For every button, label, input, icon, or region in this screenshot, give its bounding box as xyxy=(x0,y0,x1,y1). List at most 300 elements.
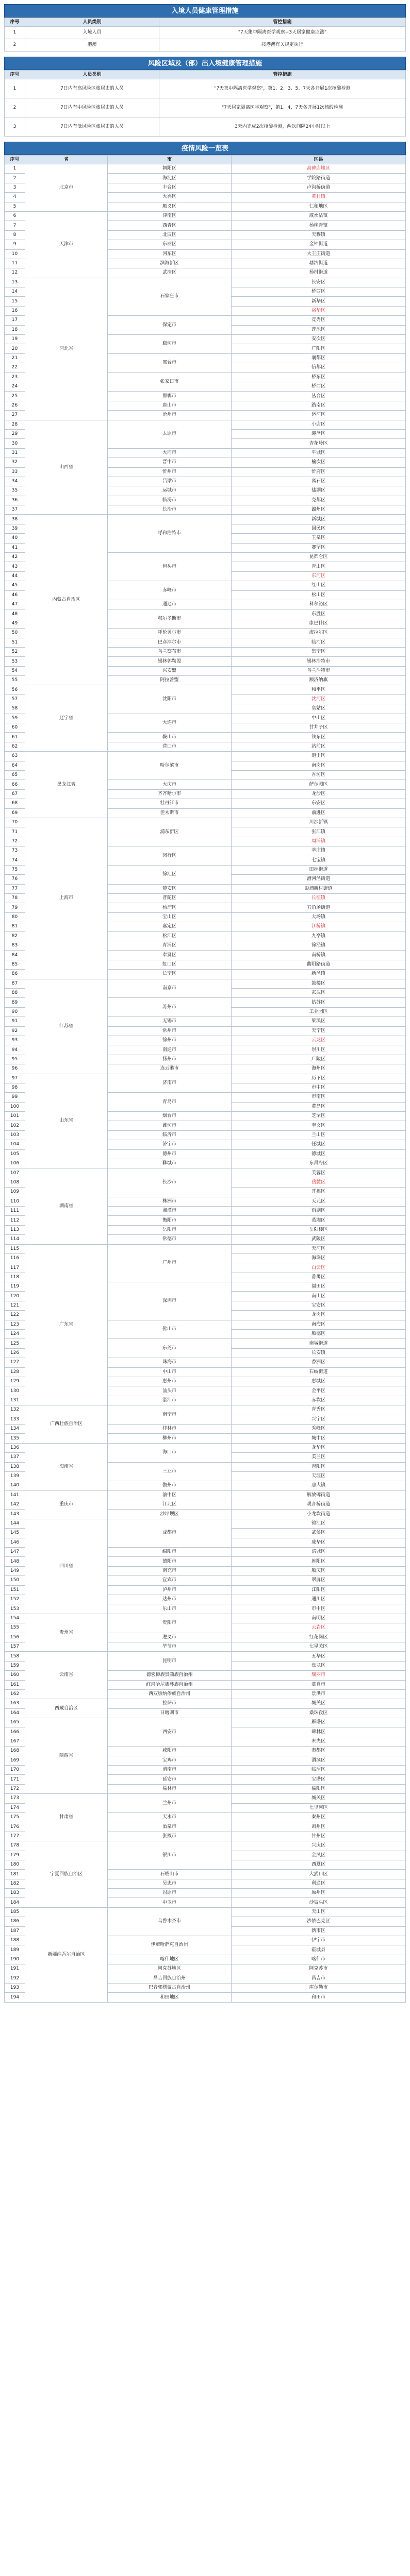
cell-index: 186 xyxy=(5,1917,25,1926)
cell-index: 96 xyxy=(5,1064,25,1074)
cell-index: 127 xyxy=(5,1358,25,1367)
cell-index: 59 xyxy=(5,714,25,723)
cell-city: 忻州市 xyxy=(108,467,232,477)
cell-index: 153 xyxy=(5,1604,25,1614)
cell-index: 3 xyxy=(5,183,25,192)
cell-province: 新疆维吾尔自治区 xyxy=(25,1907,108,2002)
cell-city: 奉贤区 xyxy=(108,951,232,960)
cell-category: 7日内有低风险区旅居史的人员 xyxy=(25,117,159,137)
cell-city: 乌鲁木齐市 xyxy=(108,1907,232,1936)
cell-district: 长征镇 xyxy=(232,894,406,903)
cell-index: 12 xyxy=(5,268,25,278)
cell-index: 62 xyxy=(5,742,25,751)
cell-index: 64 xyxy=(5,761,25,770)
cell-city: 东丽区 xyxy=(108,240,232,249)
cell-index: 21 xyxy=(5,353,25,363)
table-row xyxy=(5,79,406,98)
cell-province: 广西壮族自治区 xyxy=(25,1405,108,1444)
cell-city: 唐山市 xyxy=(108,401,232,410)
cell-city: 苏州市 xyxy=(108,998,232,1017)
cell-index: 102 xyxy=(5,1121,25,1130)
cell-district: 广陵区 xyxy=(232,1055,406,1064)
cell-district: 甘井子区 xyxy=(232,723,406,733)
section1-table xyxy=(4,18,406,52)
cell-index: 47 xyxy=(5,600,25,609)
cell-index: 20 xyxy=(5,344,25,353)
cell-index: 144 xyxy=(5,1519,25,1528)
cell-index: 14 xyxy=(5,287,25,297)
cell-city: 巴彦淖尔市 xyxy=(108,638,232,647)
cell-city: 大同市 xyxy=(108,448,232,457)
cell-index: 108 xyxy=(5,1178,25,1187)
cell-city: 常州市 xyxy=(108,1026,232,1036)
cell-district: 东胜区 xyxy=(232,609,406,619)
cell-city: 阿克苏地区 xyxy=(108,1964,232,1974)
cell-district: 顺德区 xyxy=(232,1330,406,1339)
cell-index: 51 xyxy=(5,638,25,647)
cell-district: 大王庄街道 xyxy=(232,249,406,259)
cell-index: 32 xyxy=(5,458,25,467)
cell-district: 芝罘区 xyxy=(232,1112,406,1121)
cell-district: 仁和地区 xyxy=(232,202,406,211)
cell-district: 龙华区 xyxy=(232,1443,406,1452)
cell-city: 榆林市 xyxy=(108,1784,232,1793)
cell-city: 通辽市 xyxy=(108,600,232,609)
cell-district: 新华区 xyxy=(232,297,406,306)
cell-district: 大场镇 xyxy=(232,912,406,922)
cell-district: 忻府区 xyxy=(232,467,406,477)
cell-index: 156 xyxy=(5,1633,25,1642)
risk-area-table xyxy=(4,155,406,2003)
cell-index: 139 xyxy=(5,1471,25,1481)
section3-header-row xyxy=(5,156,406,164)
cell-district: 南山区 xyxy=(232,1292,406,1301)
cell-index: 39 xyxy=(5,524,25,533)
cell-district: 景洪市 xyxy=(232,1689,406,1699)
cell-city: 佳木斯市 xyxy=(108,808,232,818)
cell-city: 宝鸡市 xyxy=(108,1756,232,1765)
cell-district: 吉阳区 xyxy=(232,1462,406,1471)
table-row xyxy=(5,1168,406,1178)
cell-city: 临汾市 xyxy=(108,496,232,505)
cell-index: 38 xyxy=(5,515,25,524)
cell-district: 莲池区 xyxy=(232,325,406,334)
cell-category: 7日内有中风险区旅居史的人员 xyxy=(25,98,159,117)
cell-district: 白云区 xyxy=(232,1263,406,1273)
cell-province: 山西省 xyxy=(25,420,108,515)
cell-district: 原州区 xyxy=(232,1889,406,1898)
cell-city: 大连市 xyxy=(108,714,232,733)
cell-district: 皇姑区 xyxy=(232,704,406,714)
cell-province: 四川省 xyxy=(25,1519,108,1614)
table-row xyxy=(5,1718,406,1727)
cell-district: 桥西区 xyxy=(232,382,406,391)
cell-city: 大庆市 xyxy=(108,780,232,789)
cell-district: 田林街道 xyxy=(232,865,406,874)
cell-district: 天元区 xyxy=(232,1197,406,1206)
cell-city: 浦东新区 xyxy=(108,818,232,846)
cell-district: 周浦镇 xyxy=(232,837,406,846)
cell-district: 宝安区 xyxy=(232,1301,406,1310)
cell-city: 汕头市 xyxy=(108,1386,232,1396)
table-row xyxy=(5,1614,406,1623)
cell-index: 92 xyxy=(5,1026,25,1036)
cell-index: 22 xyxy=(5,363,25,372)
cell-city: 湛江市 xyxy=(108,1396,232,1405)
cell-district: 川沙新镇 xyxy=(232,818,406,827)
cell-city: 鄂尔多斯市 xyxy=(108,609,232,629)
cell-city: 贵阳市 xyxy=(108,1614,232,1633)
table-row xyxy=(5,1490,406,1500)
cell-district: 九亭镇 xyxy=(232,931,406,941)
cell-city: 吕梁市 xyxy=(108,477,232,486)
cell-city: 大兴区 xyxy=(108,193,232,202)
cell-district: 喀什市 xyxy=(232,1955,406,1964)
cell-district: 南明区 xyxy=(232,1614,406,1623)
cell-city: 沙坪坝区 xyxy=(108,1510,232,1519)
cell-district: 榆阳区 xyxy=(232,1784,406,1793)
cell-city: 江北区 xyxy=(108,1500,232,1510)
table-row xyxy=(5,98,406,117)
cell-index: 178 xyxy=(5,1841,25,1851)
cell-city: 武清区 xyxy=(108,268,232,278)
cell-district: 玄武区 xyxy=(232,988,406,997)
cell-city: 深圳市 xyxy=(108,1282,232,1320)
cell-index: 83 xyxy=(5,941,25,951)
table-row xyxy=(5,27,406,39)
cell-district: 青山区 xyxy=(232,562,406,571)
cell-district: 南桥镇 xyxy=(232,951,406,960)
cell-index: 134 xyxy=(5,1424,25,1433)
cell-city: 无锡市 xyxy=(108,1017,232,1026)
cell-index: 147 xyxy=(5,1548,25,1557)
cell-index: 56 xyxy=(5,685,25,694)
cell-district: 杨柳青镇 xyxy=(232,221,406,230)
risk-area-rows xyxy=(5,164,406,2003)
cell-province: 西藏自治区 xyxy=(25,1699,108,1718)
cell-index: 25 xyxy=(5,392,25,401)
cell-index: 129 xyxy=(5,1377,25,1386)
cell-city: 普陀区 xyxy=(108,894,232,903)
cell-index: 177 xyxy=(5,1832,25,1841)
cell-district: 玉泉区 xyxy=(232,534,406,543)
cell-city: 巴音郭楞蒙古自治州 xyxy=(108,1984,232,1993)
table-row xyxy=(5,164,406,174)
cell-city: 株洲市 xyxy=(108,1197,232,1206)
cell-city: 兰州市 xyxy=(108,1794,232,1813)
cell-index: 167 xyxy=(5,1737,25,1746)
cell-district: 东安区 xyxy=(232,799,406,808)
cell-district: 新泾镇 xyxy=(232,970,406,979)
cell-city: 南京市 xyxy=(108,979,232,998)
col-header-index: 序号 xyxy=(5,156,25,164)
cell-city: 酒泉市 xyxy=(108,1822,232,1832)
cell-index: 29 xyxy=(5,429,25,438)
cell-province: 陕西省 xyxy=(25,1718,108,1794)
cell-district: 红山区 xyxy=(232,581,406,590)
cell-district: 运河区 xyxy=(232,411,406,420)
cell-city: 湘潭市 xyxy=(108,1206,232,1215)
cell-district: 康巴什区 xyxy=(232,619,406,628)
cell-index: 114 xyxy=(5,1235,25,1244)
cell-index: 143 xyxy=(5,1510,25,1519)
table-row xyxy=(5,1244,406,1253)
section3-title: 疫情风险一览表 xyxy=(4,142,406,155)
cell-district: 铁东区 xyxy=(232,733,406,742)
cell-district: 七星关区 xyxy=(232,1642,406,1651)
cell-city: 顺义区 xyxy=(108,202,232,211)
cell-district: 岳麓区 xyxy=(232,1178,406,1187)
cell-index: 2 xyxy=(5,174,25,183)
cell-index: 3 xyxy=(5,117,25,137)
cell-district: 渭滨区 xyxy=(232,1756,406,1765)
cell-city: 昆明市 xyxy=(108,1652,232,1671)
cell-index: 101 xyxy=(5,1112,25,1121)
cell-index: 187 xyxy=(5,1926,25,1936)
cell-index: 82 xyxy=(5,931,25,941)
cell-city: 咸阳市 xyxy=(108,1747,232,1756)
cell-district: 临渭区 xyxy=(232,1766,406,1775)
cell-district: 海州区 xyxy=(232,1064,406,1074)
cell-index: 55 xyxy=(5,676,25,685)
cell-district: 乌兰浩特市 xyxy=(232,666,406,675)
cell-district: 赤坎区 xyxy=(232,1396,406,1405)
cell-district: 回民区 xyxy=(232,524,406,533)
cell-district: 那大镇 xyxy=(232,1481,406,1490)
cell-city: 嘉定区 xyxy=(108,922,232,931)
cell-index: 161 xyxy=(5,1680,25,1689)
cell-district: 任城区 xyxy=(232,1140,406,1149)
cell-district: 和田市 xyxy=(232,1993,406,2002)
cell-city: 海淀区 xyxy=(108,174,232,183)
cell-city: 岳阳市 xyxy=(108,1225,232,1234)
cell-index: 122 xyxy=(5,1311,25,1320)
cell-city: 延安市 xyxy=(108,1775,232,1784)
cell-district: 赛罕区 xyxy=(232,543,406,552)
cell-index: 81 xyxy=(5,922,25,931)
cell-district: 金钟街道 xyxy=(232,240,406,249)
cell-index: 155 xyxy=(5,1623,25,1633)
cell-district: 金凤区 xyxy=(232,1851,406,1860)
cell-index: 90 xyxy=(5,1007,25,1016)
cell-index: 175 xyxy=(5,1812,25,1822)
cell-district: 解放碑街道 xyxy=(232,1490,406,1500)
cell-index: 65 xyxy=(5,771,25,780)
cell-city: 邢台市 xyxy=(108,353,232,372)
cell-index: 100 xyxy=(5,1102,25,1111)
cell-index: 180 xyxy=(5,1860,25,1869)
section2-header-row xyxy=(5,71,406,79)
section1-header-row xyxy=(5,18,406,27)
table-row xyxy=(5,1907,406,1917)
cell-index: 1 xyxy=(5,164,25,174)
cell-district: 海拉尔区 xyxy=(232,629,406,638)
cell-index: 44 xyxy=(5,571,25,581)
table-row xyxy=(5,752,406,761)
cell-index: 111 xyxy=(5,1206,25,1215)
cell-index: 26 xyxy=(5,401,25,410)
cell-district: 蒙自市 xyxy=(232,1680,406,1689)
cell-city: 银川市 xyxy=(108,1841,232,1870)
cell-district: 德城区 xyxy=(232,1149,406,1159)
cell-city: 石家庄市 xyxy=(108,278,232,316)
cell-index: 136 xyxy=(5,1443,25,1452)
cell-index: 84 xyxy=(5,951,25,960)
cell-city: 石嘴山市 xyxy=(108,1870,232,1879)
cell-district: 惠城区 xyxy=(232,1377,406,1386)
cell-index: 49 xyxy=(5,619,25,628)
cell-index: 53 xyxy=(5,657,25,666)
cell-province: 江苏省 xyxy=(25,979,108,1074)
cell-city: 儋州市 xyxy=(108,1481,232,1490)
cell-index: 165 xyxy=(5,1718,25,1727)
cell-district: 东昌府区 xyxy=(232,1159,406,1168)
table-row xyxy=(5,39,406,52)
cell-district: 潞州区 xyxy=(232,505,406,515)
cell-index: 141 xyxy=(5,1490,25,1500)
cell-index: 159 xyxy=(5,1661,25,1670)
cell-index: 113 xyxy=(5,1225,25,1234)
cell-district: 路南区 xyxy=(232,401,406,410)
cell-district: 大武口区 xyxy=(232,1870,406,1879)
cell-index: 60 xyxy=(5,723,25,733)
cell-index: 112 xyxy=(5,1216,25,1225)
cell-district: 奎文区 xyxy=(232,1121,406,1130)
cell-city: 中山市 xyxy=(108,1367,232,1377)
cell-index: 80 xyxy=(5,912,25,922)
cell-city: 西双版纳傣族自治州 xyxy=(108,1689,232,1699)
cell-index: 18 xyxy=(5,325,25,334)
cell-index: 103 xyxy=(5,1130,25,1140)
cell-index: 1 xyxy=(5,27,25,39)
cell-district: 崇川区 xyxy=(232,1045,406,1055)
cell-district: 红花岗区 xyxy=(232,1633,406,1642)
cell-index: 189 xyxy=(5,1945,25,1955)
cell-index: 40 xyxy=(5,534,25,543)
cell-index: 33 xyxy=(5,467,25,477)
cell-index: 126 xyxy=(5,1348,25,1358)
cell-province: 海南省 xyxy=(25,1443,108,1490)
cell-index: 70 xyxy=(5,818,25,827)
cell-index: 181 xyxy=(5,1870,25,1879)
cell-city: 中卫市 xyxy=(108,1898,232,1907)
cell-index: 17 xyxy=(5,316,25,325)
table-row xyxy=(5,1519,406,1528)
table-row xyxy=(5,1652,406,1661)
cell-district: 新城区 xyxy=(232,515,406,524)
cell-district: 库尔勒市 xyxy=(232,1984,406,1993)
cell-district: 五角场街道 xyxy=(232,903,406,912)
cell-index: 19 xyxy=(5,335,25,344)
cell-city: 宜宾市 xyxy=(108,1576,232,1585)
table-row xyxy=(5,1794,406,1803)
cell-city: 滨海新区 xyxy=(108,259,232,268)
cell-province: 广东省 xyxy=(25,1244,108,1405)
cell-index: 148 xyxy=(5,1557,25,1566)
cell-city: 沧州市 xyxy=(108,411,232,420)
cell-index: 173 xyxy=(5,1794,25,1803)
cell-province: 宁夏回族自治区 xyxy=(25,1841,108,1908)
cell-district: 翠屏区 xyxy=(232,1576,406,1585)
cell-district: 天涯区 xyxy=(232,1471,406,1481)
cell-district: 沙坡头区 xyxy=(232,1898,406,1907)
cell-city: 徐州市 xyxy=(108,1036,232,1045)
cell-city: 松江区 xyxy=(108,931,232,941)
table-row xyxy=(5,1699,406,1708)
cell-city: 渝中区 xyxy=(108,1490,232,1500)
cell-district: 中山区 xyxy=(232,714,406,723)
cell-city: 济南市 xyxy=(108,1074,232,1093)
cell-index: 170 xyxy=(5,1766,25,1775)
cell-index: 149 xyxy=(5,1566,25,1575)
cell-city: 成都市 xyxy=(108,1519,232,1547)
cell-district: 芙蓉区 xyxy=(232,1168,406,1178)
cell-city: 运城市 xyxy=(108,486,232,496)
cell-district: 广阳区 xyxy=(232,344,406,353)
cell-index: 63 xyxy=(5,752,25,761)
cell-district: 武陵区 xyxy=(232,1235,406,1244)
cell-index: 135 xyxy=(5,1434,25,1443)
table-row xyxy=(5,1841,406,1851)
cell-city: 沈阳市 xyxy=(108,685,232,714)
cell-index: 76 xyxy=(5,875,25,884)
cell-index: 37 xyxy=(5,505,25,515)
cell-province: 辽宁省 xyxy=(25,685,108,752)
cell-index: 117 xyxy=(5,1263,25,1273)
cell-district: 观音桥街道 xyxy=(232,1500,406,1510)
cell-district: 东河区 xyxy=(232,571,406,581)
cell-district: 裕华区 xyxy=(232,306,406,315)
cell-district: 市中区 xyxy=(232,1604,406,1614)
cell-index: 27 xyxy=(5,411,25,420)
cell-index: 2 xyxy=(5,98,25,117)
cell-city: 鞍山市 xyxy=(108,733,232,742)
cell-index: 171 xyxy=(5,1775,25,1784)
cell-district: 临河区 xyxy=(232,638,406,647)
cell-city: 德州市 xyxy=(108,1149,232,1159)
cell-index: 24 xyxy=(5,382,25,391)
cell-city: 固原市 xyxy=(108,1889,232,1898)
cell-province: 山东省 xyxy=(25,1074,108,1168)
cell-index: 162 xyxy=(5,1689,25,1699)
cell-district: 阿克苏市 xyxy=(232,1964,406,1974)
cell-district: 江阳区 xyxy=(232,1585,406,1595)
cell-city: 和田地区 xyxy=(108,1993,232,2002)
cell-district: 番禺区 xyxy=(232,1273,406,1282)
cell-city: 常德市 xyxy=(108,1235,232,1244)
cell-index: 138 xyxy=(5,1462,25,1471)
cell-index: 11 xyxy=(5,259,25,268)
cell-district: 秀峰区 xyxy=(232,1424,406,1433)
cell-district: 通川区 xyxy=(232,1595,406,1604)
cell-index: 35 xyxy=(5,486,25,496)
col-header-district: 区县 xyxy=(232,156,406,164)
col-header-province: 省 xyxy=(25,156,108,164)
cell-district: 丛台区 xyxy=(232,392,406,401)
cell-city: 朝阳区 xyxy=(108,164,232,174)
cell-district: 小龙坎街道 xyxy=(232,1510,406,1519)
cell-district: 雁塔区 xyxy=(232,1718,406,1727)
cell-district: 榆次区 xyxy=(232,458,406,467)
cell-city: 日喀则市 xyxy=(108,1708,232,1718)
cell-district: 信都区 xyxy=(232,363,406,372)
cell-index: 50 xyxy=(5,629,25,638)
cell-province: 甘肃省 xyxy=(25,1794,108,1841)
cell-index: 52 xyxy=(5,647,25,656)
cell-district: 曲阳路街道 xyxy=(232,960,406,969)
cell-index: 66 xyxy=(5,780,25,789)
cell-district: 竞秀区 xyxy=(232,316,406,325)
